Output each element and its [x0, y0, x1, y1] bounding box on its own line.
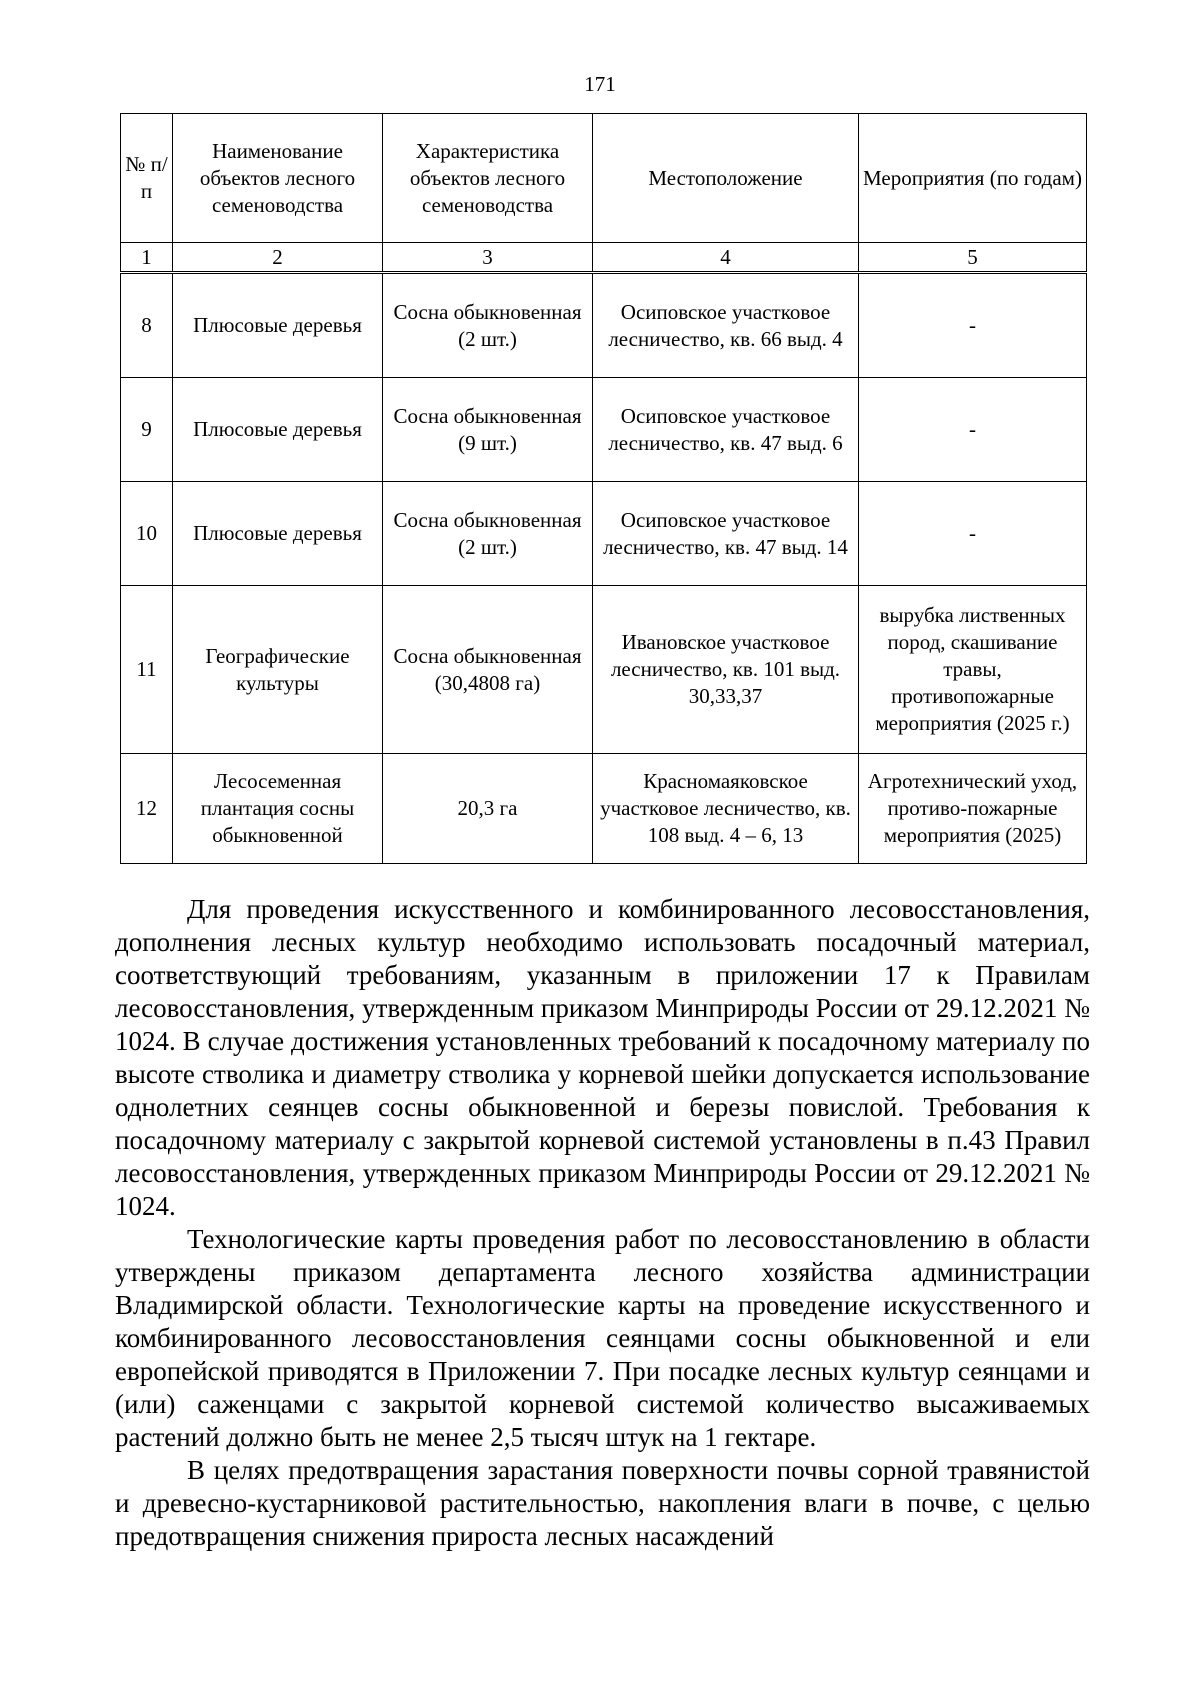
paragraph-planting-material: Для проведения искусственного и комбинированного лесовосстановления, дополнения лесных культур необходимо использовать посадочный материал, соответствующий требованиям, указанным в приложении 17 к Правилам лесовосстановления, утвержденным приказом Минприроды России от 29.12.2021 № 1024. В случае достижения установленных требований к посадочному материалу по высоте стволика и диаметру стволика у корневой шейки допускается использование однолетних сеянцев сосны обыкновенной и березы повислой. Требования к посадочному материалу с закрытой корневой системой установлены в п.43 Правил лесовосстановления, утвержденных приказом Минприроды России от 29.12.2021 № 1024. [115, 894, 1090, 1221]
row-name: Плюсовые деревья [173, 273, 383, 378]
column-number: 3 [383, 243, 593, 273]
row-name: Плюсовые деревья [173, 378, 383, 482]
column-number: 1 [121, 243, 173, 273]
column-number: 4 [593, 243, 859, 273]
row-characteristic: 20,3 га [383, 754, 593, 864]
row-characteristic: Сосна обыкновенная (9 шт.) [383, 378, 593, 482]
column-numbers-row [121, 243, 1087, 273]
row-number: 11 [121, 586, 173, 754]
row-measures: - [859, 273, 1087, 378]
table-header-row [121, 114, 1087, 243]
table-row [121, 273, 1087, 378]
table-row [121, 378, 1087, 482]
row-location: Ивановское участковое лесничество, кв. 101 выд. 30,33,37 [593, 586, 859, 754]
row-number: 9 [121, 378, 173, 482]
row-measures: вырубка лиственных пород, скашивание травы, противопожарные мероприятия (2025 г.) [859, 586, 1087, 754]
row-name: Лесосеменная плантация сосны обыкновенной [173, 754, 383, 864]
column-number: 2 [173, 243, 383, 273]
seed-objects-table [120, 113, 1087, 864]
column-number: 5 [859, 243, 1087, 273]
row-characteristic: Сосна обыкновенная (2 шт.) [383, 482, 593, 586]
row-number: 8 [121, 273, 173, 378]
row-name: Плюсовые деревья [173, 482, 383, 586]
row-number: 12 [121, 754, 173, 864]
row-location: Осиповское участковое лесничество, кв. 47 выд. 6 [593, 378, 859, 482]
body-text [115, 893, 1090, 1553]
paragraph-weed-prevention: В целях предотвращения зарастания поверхности почвы сорной травянистой и древесно-кустарниковой растительностью, накопления влаги в почве, с целью предотвращения снижения прироста лесных насаждений [115, 1455, 1090, 1551]
header-number: № п/п [121, 114, 173, 243]
row-location: Осиповское участковое лесничество, кв. 47 выд. 14 [593, 482, 859, 586]
table-row [121, 754, 1087, 864]
paragraph-technological-maps: Технологические карты проведения работ по лесовосстановлению в области утверждены приказом департамента лесного хозяйства администрации Владимирской области. Технологические карты на проведение искусственного и комбинированного лесовосстановления сеянцами сосны обыкновенной и ели европейской приводятся в Приложении 7. При посадке лесных культур сеянцами и (или) саженцами с закрытой корневой системой количество высаживаемых растений должно быть не менее 2,5 тысяч штук на 1 гектаре. [115, 1224, 1090, 1452]
header-location: Местоположение [593, 114, 859, 243]
row-measures: - [859, 378, 1087, 482]
row-name: Географические культуры [173, 586, 383, 754]
page-number: 171 [584, 72, 616, 96]
row-location: Осиповское участковое лесничество, кв. 66 выд. 4 [593, 273, 859, 378]
table-row [121, 482, 1087, 586]
table-row [121, 586, 1087, 754]
row-measures: Агротехнический уход, противо-пожарные мероприятия (2025) [859, 754, 1087, 864]
row-measures: - [859, 482, 1087, 586]
row-number: 10 [121, 482, 173, 586]
header-name: Наименование объектов лесного семеноводства [173, 114, 383, 243]
header-characteristic: Характеристика объектов лесного семеноводства [383, 114, 593, 243]
row-characteristic: Сосна обыкновенная (30,4808 га) [383, 586, 593, 754]
row-characteristic: Сосна обыкновенная (2 шт.) [383, 273, 593, 378]
row-location: Красномаяковское участковое лесничество, кв. 108 выд. 4 – 6, 13 [593, 754, 859, 864]
header-measures: Мероприятия (по годам) [859, 114, 1087, 243]
